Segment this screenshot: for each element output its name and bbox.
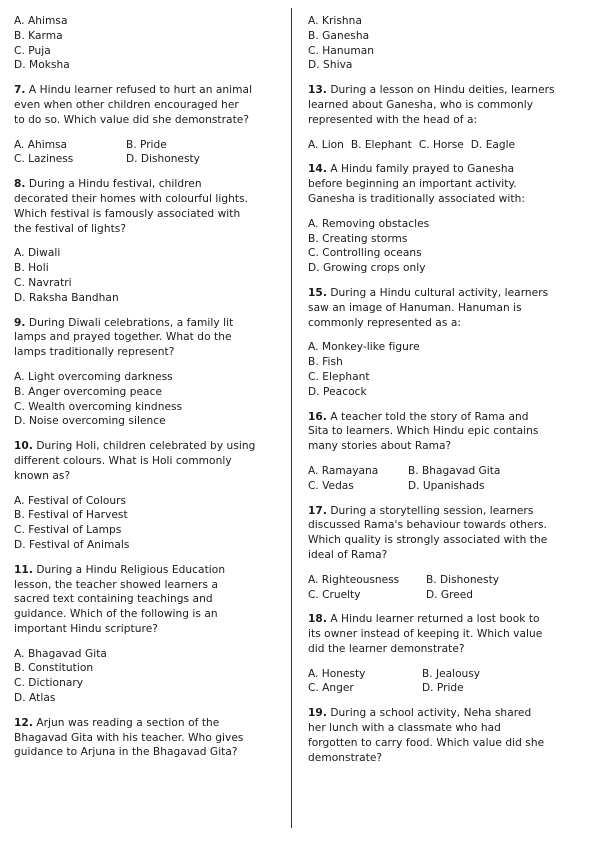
question-text: During Holi, children celebrated by using — [32, 440, 256, 453]
option: D. Pride — [422, 682, 464, 695]
question-text: During a storytelling session, learners — [326, 504, 534, 517]
option: B. Ganesha — [308, 29, 370, 42]
option: B. Holi — [14, 262, 49, 275]
question-text: A teacher told the story of Rama and — [326, 410, 529, 423]
question-9 — [14, 316, 276, 430]
question-number: 15. — [308, 286, 327, 299]
question-text: lesson, the teacher showed learners a — [14, 578, 219, 591]
question-text: the festival of lights? — [14, 222, 127, 235]
option: D. Atlas — [14, 692, 56, 705]
option: A. Light overcoming darkness — [14, 370, 173, 383]
left-column — [14, 14, 276, 760]
option: D. Dishonesty — [126, 153, 200, 166]
option: C. Laziness — [14, 153, 74, 166]
question-number: 18. — [308, 613, 327, 626]
option: C. Controlling oceans — [308, 247, 422, 260]
option: B. Karma — [14, 29, 63, 42]
option: C. Festival of Lamps — [14, 524, 122, 537]
option: C. Dictionary — [14, 677, 84, 690]
question-text: guidance. Which of the following is an — [14, 608, 218, 621]
inline-options — [308, 138, 584, 153]
question-text: to do so. Which value did she demonstrate? — [14, 113, 250, 126]
question-number: 16. — [308, 410, 327, 423]
options-block — [308, 14, 584, 73]
question-text: forgotten to carry food. Which value did she — [308, 736, 545, 749]
question-number: 14. — [308, 163, 327, 176]
question-text: learned about Ganesha, who is commonly — [308, 98, 534, 111]
question-text: important Hindu scripture? — [14, 622, 158, 635]
option: B. Dishonesty — [426, 573, 499, 586]
question-number: 9. — [14, 316, 26, 329]
question-text: Which festival is famously associated with — [14, 207, 241, 220]
question-number: 8. — [14, 178, 26, 191]
column-divider — [291, 8, 292, 828]
question-number: 17. — [308, 504, 327, 517]
question-text: A Hindu family prayed to Ganesha — [326, 163, 515, 176]
question-10 — [14, 439, 276, 553]
option: A. Honesty — [308, 667, 366, 680]
option: D. Moksha — [14, 59, 70, 72]
option: B. Jealousy — [422, 667, 481, 680]
question-text: During a Hindu cultural activity, learners — [326, 286, 549, 299]
question-text: During a lesson on Hindu deities, learners — [326, 84, 555, 97]
question-number: 12. — [14, 716, 33, 729]
option: D. Greed — [426, 588, 473, 601]
question-number: 13. — [308, 84, 327, 97]
option: B. Creating storms — [308, 232, 408, 245]
option: B. Pride — [126, 138, 167, 151]
option: B. Festival of Harvest — [14, 509, 128, 522]
question-7 — [14, 83, 276, 167]
option: A. Bhagavad Gita — [14, 647, 107, 660]
question-text: sacred text containing teachings and — [14, 593, 213, 606]
question-12 — [14, 716, 276, 760]
option: C. Elephant — [308, 370, 370, 383]
option: D. Eagle — [470, 138, 516, 151]
question-text: During a Hindu festival, children — [25, 178, 202, 191]
question-17 — [308, 504, 584, 603]
option: A. Removing obstacles — [308, 217, 430, 230]
option: B. Anger overcoming peace — [14, 385, 163, 398]
option: C. Navratri — [14, 276, 72, 289]
option: D. Festival of Animals — [14, 538, 130, 551]
question-text: represented with the head of a: — [308, 113, 478, 126]
question-text: her lunch with a classmate who had — [308, 722, 501, 735]
option: D. Upanishads — [408, 479, 485, 492]
option: C. Hanuman — [308, 44, 375, 57]
option: D. Shiva — [308, 59, 353, 72]
question-text: before beginning an important activity. — [308, 178, 517, 191]
question-text: A Hindu learner returned a lost book to — [326, 613, 540, 626]
question-text: commonly represented as a: — [308, 316, 461, 329]
option: B. Elephant — [350, 138, 412, 151]
question-text: Sita to learners. Which Hindu epic contains — [308, 425, 539, 438]
question-text: guidance to Arjuna in the Bhagavad Gita? — [14, 746, 238, 759]
right-column — [308, 14, 584, 765]
question-18 — [308, 612, 584, 696]
option: C. Horse — [418, 138, 464, 151]
option: C. Cruelty — [308, 588, 361, 601]
option: B. Bhagavad Gita — [408, 464, 501, 477]
option: D. Peacock — [308, 385, 367, 398]
question-text: During Diwali celebrations, a family lit — [25, 316, 234, 329]
question-text: During a school activity, Neha shared — [326, 707, 532, 720]
question-text: discussed Rama's behaviour towards others. — [308, 519, 547, 532]
option: C. Puja — [14, 44, 51, 57]
question-number: 7. — [14, 84, 26, 97]
question-text: demonstrate? — [308, 751, 383, 764]
question-text: different colours. What is Holi commonly — [14, 454, 232, 467]
question-text: did the learner demonstrate? — [308, 642, 465, 655]
option: A. Ahimsa — [14, 138, 68, 151]
question-text: saw an image of Hanuman. Hanuman is — [308, 301, 522, 314]
question-text: many stories about Rama? — [308, 440, 452, 453]
question-text: its owner instead of keeping it. Which value — [308, 628, 543, 641]
question-text: lamps traditionally represent? — [14, 346, 175, 359]
option: A. Monkey-like figure — [308, 341, 420, 354]
question-16 — [308, 410, 584, 494]
option: A. Lion — [308, 138, 344, 151]
option: D. Noise overcoming silence — [14, 415, 166, 428]
question-text: Bhagavad Gita with his teacher. Who gives — [14, 731, 244, 744]
question-text: known as? — [14, 469, 71, 482]
option: D. Growing crops only — [308, 262, 426, 275]
question-text: A Hindu learner refused to hurt an animal — [25, 84, 253, 97]
option: A. Righteousness — [308, 573, 400, 586]
option: C. Vedas — [308, 479, 354, 492]
question-15 — [308, 286, 584, 400]
question-text: ideal of Rama? — [308, 548, 388, 561]
option: C. Wealth overcoming kindness — [14, 400, 183, 413]
option: B. Constitution — [14, 662, 94, 675]
options-block — [14, 14, 276, 73]
option: A. Krishna — [308, 15, 362, 27]
question-11 — [14, 563, 276, 706]
option: A. Ahimsa — [14, 15, 68, 27]
option: D. Raksha Bandhan — [14, 291, 119, 304]
question-13 — [308, 83, 584, 152]
question-number: 19. — [308, 707, 327, 720]
question-text: decorated their homes with colourful lights. — [14, 192, 249, 205]
option: A. Festival of Colours — [14, 494, 127, 507]
option: A. Ramayana — [308, 464, 379, 477]
question-text: Arjun was reading a section of the — [32, 716, 220, 729]
question-text: During a Hindu Religious Education — [32, 563, 226, 576]
question-text: Ganesha is traditionally associated with: — [308, 192, 525, 205]
question-text: even when other children encouraged her — [14, 98, 239, 111]
option: A. Diwali — [14, 247, 61, 260]
question-19 — [308, 706, 584, 765]
question-text: lamps and prayed together. What do the — [14, 331, 232, 344]
question-14 — [308, 162, 584, 276]
question-number: 10. — [14, 440, 33, 453]
question-number: 11. — [14, 563, 33, 576]
question-text: Which quality is strongly associated with the — [308, 534, 548, 547]
option: C. Anger — [308, 682, 354, 695]
question-8 — [14, 177, 276, 305]
option: B. Fish — [308, 356, 343, 369]
